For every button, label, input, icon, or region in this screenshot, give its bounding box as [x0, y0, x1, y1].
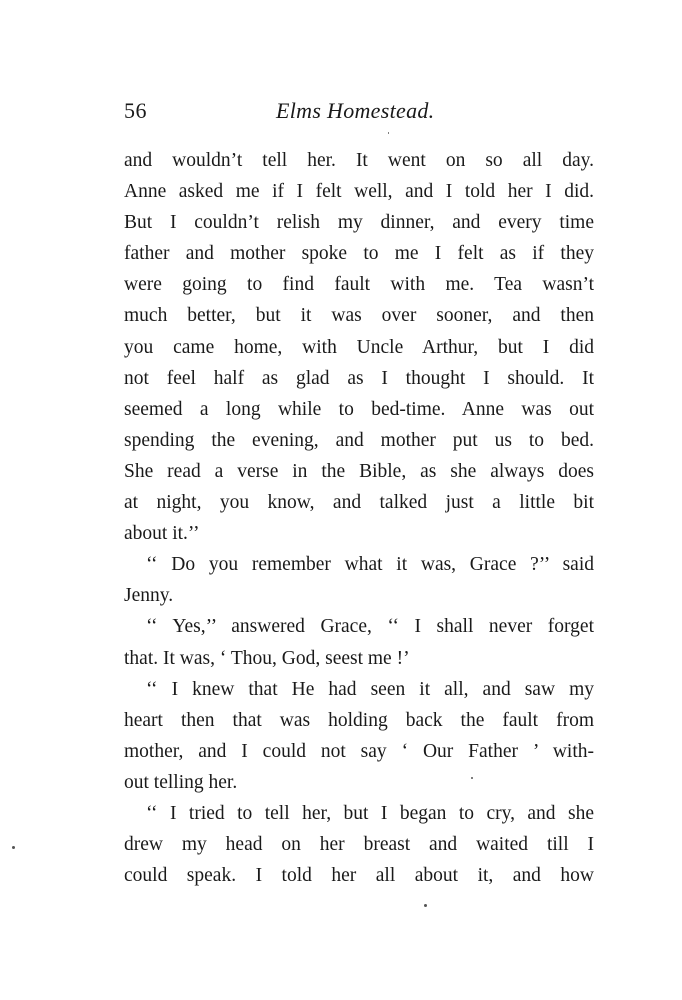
- text-line: and wouldn’t tell her. It went on so all day.: [124, 150, 594, 171]
- paper-speck: [424, 904, 427, 907]
- text-line: But I couldn’t relish my dinner, and every time: [124, 212, 594, 234]
- text-line: much better, but it was over sooner, and then: [124, 305, 594, 327]
- text-line: She read a verse in the Bible, as she always does: [124, 460, 594, 482]
- text-line: about it.’’: [124, 523, 200, 545]
- running-title: Elms Homestead.: [276, 98, 435, 123]
- text-line: mother, and I could not say ‘ Our Father ’ with-: [124, 740, 594, 762]
- page-number: 56: [124, 98, 147, 123]
- paper-speck: [471, 777, 473, 779]
- text-line: drew my head on her breast and waited till I: [124, 834, 594, 856]
- text-line: at night, you know, and talked just a little bit: [124, 492, 594, 514]
- page-header: [124, 98, 594, 128]
- text-line: that. It was, ‘ Thou, God, seest me !’: [124, 647, 410, 669]
- text-line: could speak. I told her all about it, and how: [124, 865, 594, 887]
- text-line: ‘‘ I tried to tell her, but I began to cry, and she: [146, 802, 594, 824]
- text-line: seemed a long while to bed-time. Anne was out: [124, 398, 594, 420]
- text-line: father and mother spoke to me I felt as if they: [124, 243, 594, 265]
- text-line: out telling her.: [124, 771, 238, 793]
- text-line: ‘‘ Yes,’’ answered Grace, ‘‘ I shall never forget: [146, 616, 594, 638]
- text-line: heart then that was holding back the fault from: [124, 709, 594, 731]
- paper-speck: [388, 132, 389, 134]
- text-line: you came home, with Uncle Arthur, but I did: [124, 336, 594, 358]
- text-line: ‘‘ I knew that He had seen it all, and saw my: [146, 678, 594, 700]
- body-text: [124, 145, 594, 891]
- paper-speck: [12, 846, 15, 849]
- text-line: Anne asked me if I felt well, and I told her I did.: [124, 181, 594, 203]
- text-line: not feel half as glad as I thought I should. It: [124, 367, 594, 389]
- text-line: Jenny.: [124, 585, 174, 607]
- text-line: were going to find fault with me. Tea wasn’t: [124, 274, 594, 296]
- text-line: spending the evening, and mother put us to bed.: [124, 429, 594, 451]
- text-line: ‘‘ Do you remember what it was, Grace ?’’ said: [146, 554, 594, 576]
